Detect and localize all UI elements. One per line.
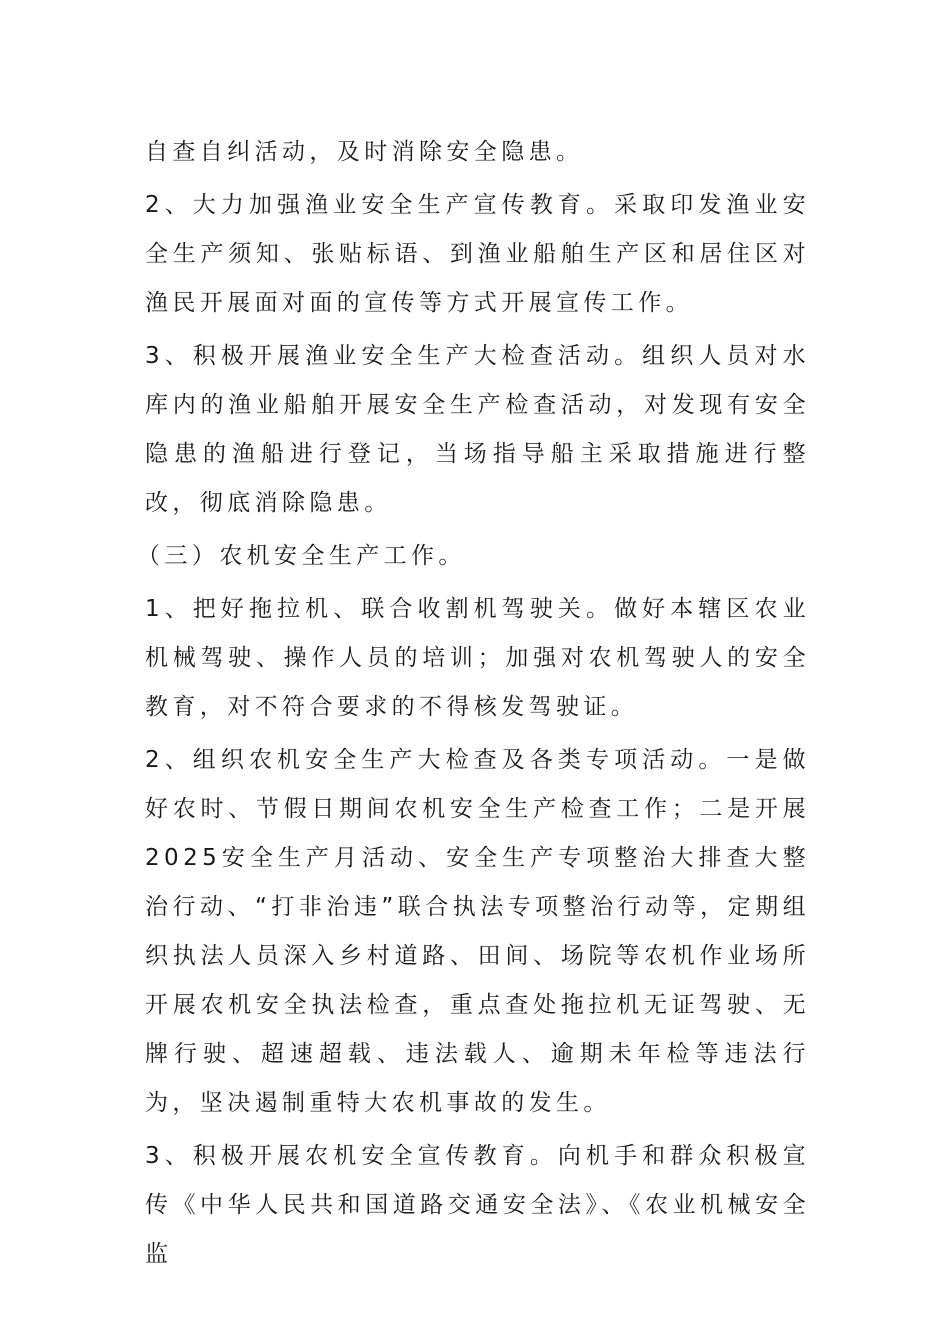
paragraph-fishery-inspection: 3、积极开展渔业安全生产大检查活动。组织人员对水库内的渔业船舶开展安全生产检查活动，对发现有安全隐患的渔船进行登记，当场指导船主采取措施进行整改，彻底消除隐患。 [145, 343, 810, 516]
paragraph-continuation: 自查自纠活动，及时消除安全隐患。 [145, 139, 584, 165]
section-heading-agri-machinery: （三）农机安全生产工作。 [137, 543, 466, 569]
document-body [137, 128, 810, 1283]
paragraph-driver-training: 1、把好拖拉机、联合收割机驾驶关。做好本辖区农业机械驾驶、操作人员的培训；加强对农机驾驶人的安全教育，对不符合要求的不得核发驾驶证。 [145, 596, 810, 720]
paragraph-safety-promotion: 3、积极开展农机安全宣传教育。向机手和群众积极宣传《中华人民共和国道路交通安全法》、《农业机械安全监 [145, 1143, 810, 1267]
paragraph-fishery-education: 2、大力加强渔业安全生产宣传教育。采取印发渔业安全生产须知、张贴标语、到渔业船舶生产区和居住区对渔民开展面对面的宣传等方式开展宣传工作。 [145, 192, 810, 316]
paragraph-special-inspection: 2、组织农机安全生产大检查及各类专项活动。一是做好农时、节假日期间农机安全生产检查工作；二是开展2025安全生产月活动、安全生产专项整治大排查大整治行动、“打非治违”联合执法专项整治行动等，定期组织执法人员深入乡村道路、田间、场院等农机作业场所开展农机安全执法检查，重点查处拖拉机无证驾驶、无牌行驶、超速超载、违法载人、逾期未年检等违法行为，坚决遏制重特大农机事故的发生。 [145, 747, 810, 1116]
